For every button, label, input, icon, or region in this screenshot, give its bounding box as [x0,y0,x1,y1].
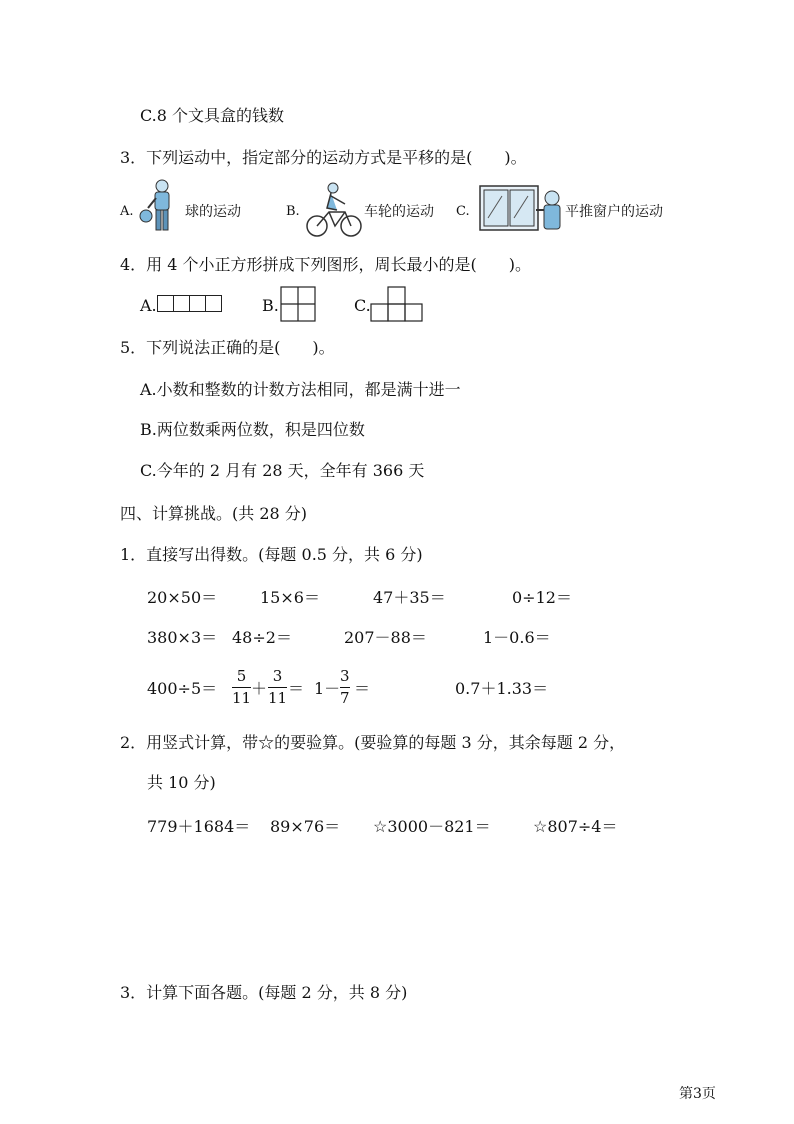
q3-option-a-letter: A. [120,204,134,219]
page-number: 第3页 [679,1086,716,1102]
section-4-title: 四、计算挑战。(共 28 分) [120,504,308,523]
calc-2-item: 89×76＝ [270,817,341,836]
calc-2-item: 779＋1684＝ [147,817,251,836]
q3-option-a-text: 球的运动 [185,204,241,220]
q3-option-b-letter: B. [286,204,300,219]
q5-option-a: A.小数和整数的计数方法相同，都是满十进一 [140,380,461,399]
q4-option-c-letter: C. [354,296,371,315]
boy-with-ball-icon [138,178,178,234]
fraction-3-7 [340,669,350,706]
calc-1-item: 20×50＝ [147,588,218,607]
calc-1-item: 380×3＝ [147,628,218,647]
question-3-stem: 3．下列运动中，指定部分的运动方式是平移的是( )。 [120,148,527,167]
fraction-numerator: 3 [272,667,283,685]
bicycle-rider-icon [305,182,363,238]
calc-3-stem: 3．计算下面各题。(每题 2 分，共 8 分) [120,983,408,1002]
question-5-stem: 5．下列说法正确的是( )。 [120,338,335,357]
q3-option-c-letter: C. [456,204,470,219]
one-minus: 1－ [314,679,341,698]
calc-1-item: 207－88＝ [344,628,427,647]
equals-sign: ＝ [288,679,305,698]
fraction-denominator: 11 [268,689,288,707]
calc-2-item: ☆3000－821＝ [373,817,491,836]
fraction-3-11 [268,669,287,706]
fraction-numerator: 5 [236,667,247,685]
q4-option-b-letter: B. [262,296,279,315]
q4-option-a-letter: A. [140,296,157,315]
equals-sign: ＝ [354,679,371,698]
calc-1-item: 48÷2＝ [232,628,292,647]
q5-option-b: B.两位数乘两位数，积是四位数 [140,420,365,439]
option-c-text: C.8 个文具盒的钱数 [140,106,285,125]
calc-1-item: 15×6＝ [260,588,320,607]
calc-2-stem-line2: 共 10 分) [147,773,216,792]
fraction-denominator: 11 [232,689,252,707]
q5-option-c: C.今年的 2 月有 28 天，全年有 366 天 [140,461,425,480]
calc-1-stem: 1．直接写出得数。(每题 0.5 分，共 6 分) [120,545,423,564]
plus-sign: ＋ [251,679,268,698]
calc-1-item: 1－0.6＝ [483,628,551,647]
calc-2-item: ☆807÷4＝ [533,817,618,836]
calc-1-item: 0.7＋1.33＝ [455,679,549,698]
q3-option-b-text: 车轮的运动 [364,204,434,220]
calc-1-item: 47＋35＝ [373,588,446,607]
fraction-5-11 [232,669,251,706]
calc-1-item: 0÷12＝ [512,588,572,607]
question-4-stem: 4．用 4 个小正方形拼成下列图形，周长最小的是( )。 [120,255,532,274]
shape-a-1x4 [158,295,222,312]
fraction-denominator: 7 [340,689,350,707]
shape-c-t-shape [370,286,424,322]
sliding-window-icon [478,184,564,232]
fraction-numerator: 3 [340,667,350,685]
shape-b-2x2 [280,286,316,322]
calc-1-item: 400÷5＝ [147,679,218,698]
q3-option-c-text: 平推窗户的运动 [565,204,663,220]
calc-2-stem-line1: 2．用竖式计算，带☆的要验算。(要验算的每题 3 分，其余每题 2 分， [120,733,626,752]
